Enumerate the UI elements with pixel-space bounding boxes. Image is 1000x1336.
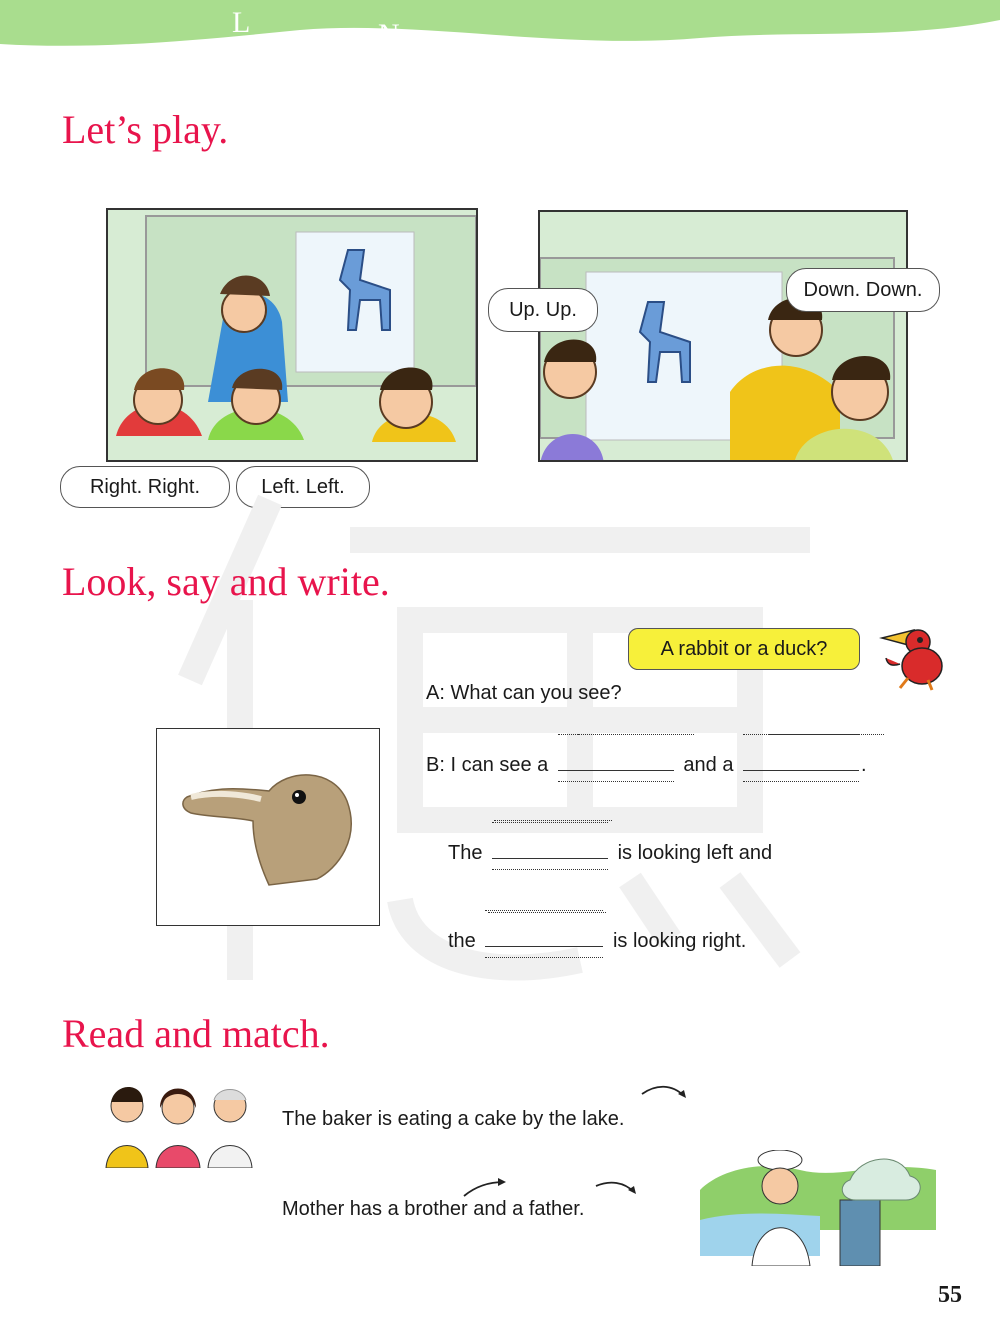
speech-bubble-left: Left. Left. xyxy=(236,466,370,508)
speech-bubble-up: Up. Up. xyxy=(488,288,598,332)
linking-arrow-icon xyxy=(460,1176,512,1200)
dialog-b-mid: and a xyxy=(683,754,734,776)
fill-line-2 xyxy=(448,928,746,953)
speech-bubble-right: Right. Right. xyxy=(60,466,230,508)
banner-letter: L xyxy=(232,6,251,39)
match-sentence-2: Mother has a brother and a father. xyxy=(282,1198,585,1220)
section-title-read-match: Read and match. xyxy=(62,1011,330,1056)
game-picture-right xyxy=(538,210,908,462)
bird-icon xyxy=(872,620,944,694)
fill-line-2-suffix: is looking right. xyxy=(612,930,747,952)
guide-line xyxy=(768,734,884,735)
rabbit-duck-picture xyxy=(156,728,380,926)
prompt-bubble: A rabbit or a duck? xyxy=(628,628,860,670)
answer-blank-2[interactable] xyxy=(743,752,859,771)
answer-blank-1[interactable] xyxy=(558,752,674,771)
linking-arrow-icon xyxy=(592,1178,644,1202)
answer-blank-3[interactable] xyxy=(492,840,608,859)
section-title-look-say-write: Look, say and write. xyxy=(62,559,390,604)
fill-line-1 xyxy=(448,840,772,865)
fill-line-1-prefix: The xyxy=(448,842,483,864)
dialog-b-prefix: B: I can see a xyxy=(426,754,549,776)
speech-bubble-down: Down. Down. xyxy=(786,268,940,312)
guide-line xyxy=(488,912,606,913)
guide-line xyxy=(578,734,694,735)
fill-line-1-suffix: is looking left and xyxy=(617,842,773,864)
game-picture-left xyxy=(106,208,478,462)
dialog-line-b xyxy=(426,752,867,777)
banner-letter: N xyxy=(378,18,400,51)
family-picture xyxy=(102,1078,256,1168)
linking-arrow-icon xyxy=(638,1082,694,1108)
baker-picture xyxy=(700,1150,936,1266)
fill-line-2-prefix: the xyxy=(448,930,476,952)
dialog-b-end: . xyxy=(861,754,867,776)
page-number: 55 xyxy=(938,1282,962,1308)
answer-blank-4[interactable] xyxy=(485,928,603,947)
section-title-lets-play: Let’s play. xyxy=(62,107,229,152)
match-sentence-1: The baker is eating a cake by the lake. xyxy=(282,1108,625,1130)
top-banner xyxy=(0,0,1000,72)
guide-line xyxy=(494,820,612,821)
dialog-line-a: A: What can you see? xyxy=(426,682,622,704)
